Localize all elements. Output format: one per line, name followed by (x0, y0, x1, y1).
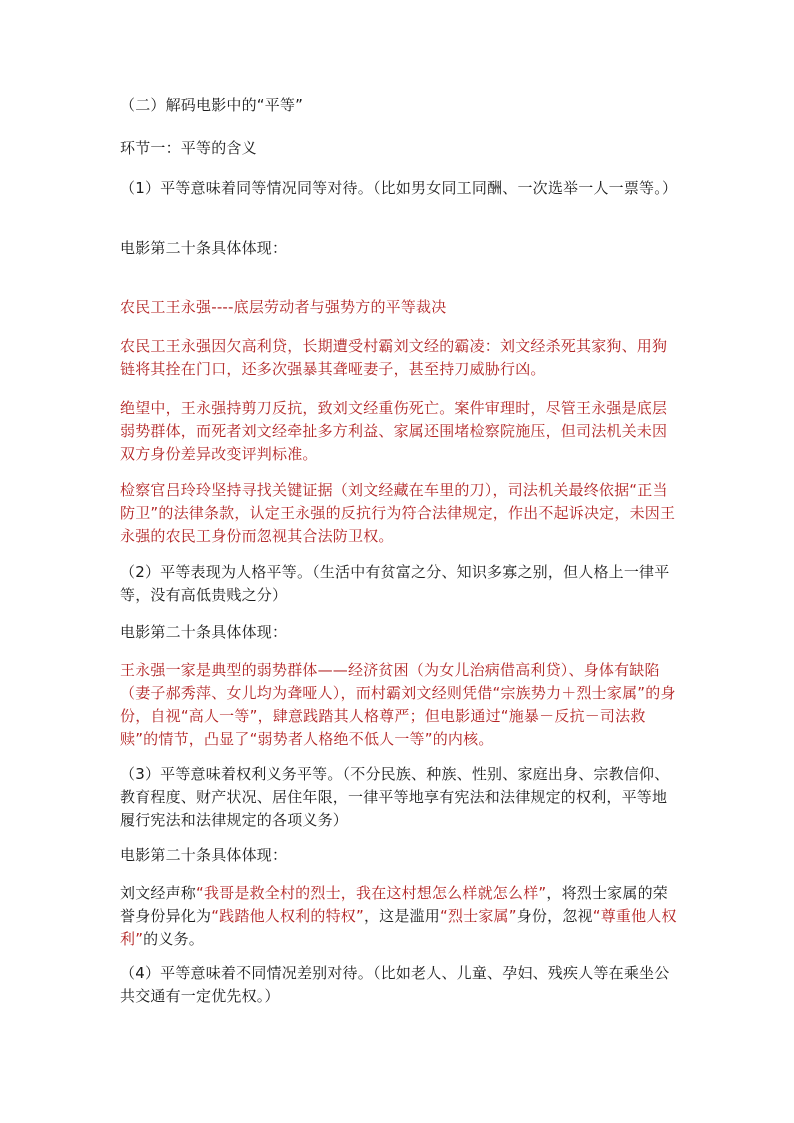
point-2: （2）平等表现为人格平等。（生活中有贫富之分、知识多寡之别，但人格上一律平等，没有高低贵贱之分） (120, 563, 670, 604)
film-label-1: 电影第二十条具体体现： (120, 239, 288, 257)
p2-quote-4: “弱势者人格绝不低人一等” (249, 730, 433, 748)
section-title: （二）解码电影中的“平等” (120, 96, 304, 114)
p2-quote-1: “宗族势力＋烈士家属” (492, 684, 646, 702)
case-paragraph-3: 检察官吕玲玲坚持寻找关键证据（刘文经藏在车里的刀），司法机关最终依据“正当防卫”的法律条款，认定王永强的反抗行为符合法律规定，作出不起诉决定，未因王永强的农民工身份而忽视其合法防卫权。 (120, 481, 676, 545)
point-3-example (120, 882, 680, 951)
case-paragraph-2: 绝望中，王永强持剪刀反抗，致刘文经重伤死亡。案件审理时，尽管王永强是底层弱势群体，而死者刘文经牵扯多方利益、家属还围堵检察院施压，但司法机关未因双方身份差异改变评判标准。 (120, 399, 668, 463)
p3-quote-2: “践踏他人权利的特权” (211, 907, 364, 925)
p2-text-2: 的身份，自视 (120, 684, 676, 725)
p2-quote-3: “施暴－反抗－司法救赎” (120, 707, 646, 748)
case-title: 农民工王永强----底层劳动者与强势方的平等裁决 (120, 298, 447, 316)
film-label-2: 电影第二十条具体体现： (120, 623, 288, 641)
p2-text-4: 的情节，凸显了 (143, 730, 250, 748)
point-2-example (120, 659, 680, 751)
p3-text-4: 身份，忽视 (516, 907, 593, 925)
point-1: （1）平等意味着同等情况同等对待。（比如男女同工同酬、一次选举一人一票等。） (120, 179, 678, 197)
p3-text-3: ，这是滥用 (363, 907, 440, 925)
p3-quote-4: “尊重他人权利” (120, 907, 677, 948)
p2-text-3: ，肆意践踏其人格尊严；但电影通过 (257, 707, 501, 725)
step-heading: 环节一：平等的含义 (120, 139, 257, 157)
p2-text-5: 的内核。 (432, 730, 494, 748)
p3-quote-3: “烈士家属” (439, 907, 517, 925)
point-3: （3）平等意味着权利义务平等。（不分民族、种族、性别、家庭出身、宗教信仰、教育程度、财产状况、居住年限，一律平等地享有宪法和法律规定的权利，平等地履行宪法和法律规定的各项义务） (120, 765, 670, 829)
p3-text-2: ，将烈士家属的荣誉身份异化为 (120, 884, 668, 925)
p2-text-1: 王永强一家是典型的弱势群体——经济贫困（为女儿治病借高利贷）、身体有缺陷（妻子郝秀萍、女儿均为聋哑人），而村霸刘文经则凭借 (120, 661, 660, 702)
p3-text-5: 的义务。 (143, 930, 204, 948)
point-4: （4）平等意味着不同情况差别对待。（比如老人、儿童、孕妇、残疾人等在乘坐公共交通有一定优先权。） (120, 964, 670, 1005)
film-label-3: 电影第二十条具体体现： (120, 846, 288, 864)
case-paragraph-1: 农民工王永强因欠高利贷，长期遭受村霸刘文经的霸凌：刘文经杀死其家狗、用狗链将其拴在门口，还多次强暴其聋哑妻子，甚至持刀威胁行凶。 (120, 337, 668, 378)
p2-quote-2: “高人一等” (180, 707, 258, 725)
p3-text-1: 刘文经声称 (120, 884, 197, 902)
p3-quote-1: “我哥是救全村的烈士，我在这村想怎么样就怎么样” (196, 884, 547, 902)
